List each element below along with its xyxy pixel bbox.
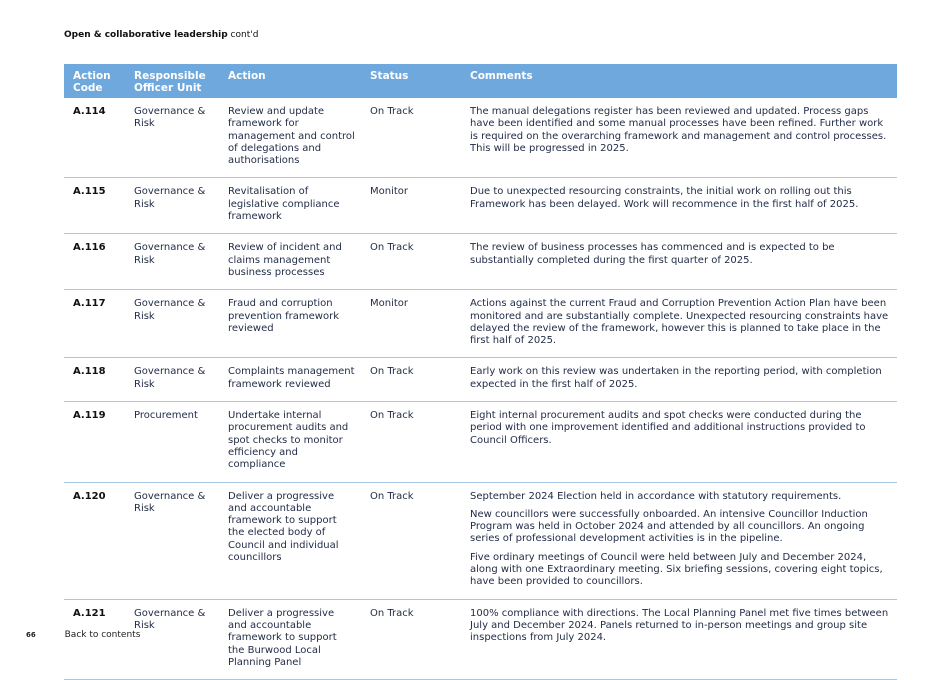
comments-cell — [461, 599, 897, 679]
status-cell: On Track — [361, 358, 461, 402]
comments-cell — [461, 402, 897, 482]
comment-paragraph: New councillors were successfully onboarded. An intensive Councillor Induction Program was held in October 2024 and attended by all councillors. An ongoing series of professional development activities is in the pipeline. — [470, 508, 868, 545]
actions-table — [64, 64, 897, 680]
responsible-unit-cell: Procurement — [125, 402, 219, 482]
comments-cell — [461, 482, 897, 599]
comment-paragraph: Five ordinary meetings of Council were held between July and December 2024, along with one Extraordinary meeting. Six briefing sessions, covering eight topics, have been provided to councillors. — [470, 551, 883, 588]
comment-paragraph: September 2024 Election held in accordance with statutory requirements. — [470, 490, 842, 502]
comment-paragraph: Eight internal procurement audits and spot checks were conducted during the period with one improvement identified and additional instructions provided to Council Officers. — [470, 410, 866, 446]
comment-paragraph: The review of business processes has commenced and is expected to be substantially completed during the first quarter of 2025. — [470, 242, 835, 266]
status-cell: Monitor — [361, 178, 461, 234]
comment-paragraph: 100% compliance with directions. The Local Planning Panel met five times between July and December 2024. Panels returned to in-person meetings and group site inspections from July 2024. — [470, 607, 889, 644]
status-cell: On Track — [361, 234, 461, 290]
table-row — [64, 358, 897, 402]
action-cell: Revitalisation of legislative compliance framework — [219, 178, 361, 234]
table-row — [64, 234, 897, 290]
action-code-cell: A.114 — [64, 98, 125, 178]
comment-paragraph: The manual delegations register has been reviewed and updated. Process gaps have been identified and some manual processes have been refined. Further work is required on the overarching framework and management and control processes. This will be progressed in 2025. — [470, 106, 887, 154]
comment-paragraph: Due to unexpected resourcing constraints, the initial work on rolling out this Framework has been delayed. Work will recommence in the first half of 2025. — [470, 186, 859, 210]
column-header-action-code: Action Code — [64, 64, 125, 98]
action-code-cell: A.118 — [64, 358, 125, 402]
status-cell: On Track — [361, 599, 461, 679]
action-cell: Review of incident and claims management business processes — [219, 234, 361, 290]
table-row — [64, 98, 897, 178]
action-code-cell: A.119 — [64, 402, 125, 482]
comment-paragraph: Actions against the current Fraud and Corruption Prevention Action Plan have been monitored and are substantially complete. Unexpected resourcing constraints have delayed the review of the framework, however this is planned to take place in the first half of 2025. — [470, 298, 889, 347]
action-cell: Fraud and corruption prevention framework reviewed — [219, 290, 361, 358]
table-row — [64, 290, 897, 358]
responsible-unit-cell: Governance & Risk — [125, 178, 219, 234]
responsible-unit-cell: Governance & Risk — [125, 290, 219, 358]
column-header-action: Action — [219, 64, 361, 98]
action-cell: Deliver a progressive and accountable framework to support the elected body of Council and individual councillors — [219, 482, 361, 599]
responsible-unit-cell: Governance & Risk — [125, 234, 219, 290]
action-cell: Undertake internal procurement audits and spot checks to monitor efficiency and compliance — [219, 402, 361, 482]
table-row — [64, 402, 897, 482]
column-header-comments: Comments — [461, 64, 897, 98]
status-cell: On Track — [361, 482, 461, 599]
status-cell: On Track — [361, 402, 461, 482]
comments-cell — [461, 178, 897, 234]
responsible-unit-cell: Governance & Risk — [125, 98, 219, 178]
action-code-cell: A.115 — [64, 178, 125, 234]
table-row — [64, 482, 897, 599]
table-row — [64, 178, 897, 234]
status-cell: On Track — [361, 98, 461, 178]
section-header — [64, 30, 258, 40]
action-cell: Review and update framework for management and control of delegations and authorisations — [219, 98, 361, 178]
page-footer — [26, 630, 140, 640]
status-cell: Monitor — [361, 290, 461, 358]
column-header-status: Status — [361, 64, 461, 98]
action-code-cell: A.117 — [64, 290, 125, 358]
action-cell: Deliver a progressive and accountable framework to support the Burwood Local Planning Panel — [219, 599, 361, 679]
page-number: 66 — [26, 631, 36, 639]
action-code-cell: A.120 — [64, 482, 125, 599]
table-row — [64, 599, 897, 679]
back-to-contents-link[interactable]: Back to contents — [64, 630, 141, 640]
responsible-unit-cell: Governance & Risk — [125, 482, 219, 599]
responsible-unit-cell: Governance & Risk — [125, 599, 219, 679]
comments-cell — [461, 290, 897, 358]
column-header-responsible-unit: Responsible Officer Unit — [125, 64, 219, 98]
action-code-cell: A.116 — [64, 234, 125, 290]
action-code-cell: A.121 — [64, 599, 125, 679]
section-title-suffix: cont'd — [230, 30, 259, 40]
action-cell: Complaints management framework reviewed — [219, 358, 361, 402]
comments-cell — [461, 234, 897, 290]
table-header-row — [64, 64, 897, 98]
responsible-unit-cell: Governance & Risk — [125, 358, 219, 402]
section-title: Open & collaborative leadership — [64, 30, 228, 40]
comment-paragraph: Early work on this review was undertaken in the reporting period, with completion expected in the first half of 2025. — [470, 366, 882, 390]
comments-cell — [461, 358, 897, 402]
comments-cell — [461, 98, 897, 178]
